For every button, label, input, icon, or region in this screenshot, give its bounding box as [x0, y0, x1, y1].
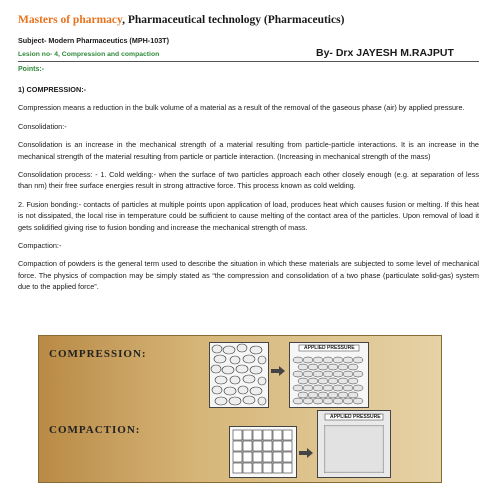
title-rest: , Pharmaceutical technology (Pharmaceutics)	[122, 14, 345, 26]
subject-line: Subject- Modern Pharmaceutics (MPH-103T)	[18, 36, 169, 45]
compression-compaction-figure	[38, 335, 442, 483]
header-divider	[18, 61, 479, 62]
compaction-label: Compaction:-	[18, 241, 62, 251]
compressed-particles-graphic	[292, 355, 366, 405]
figure-label-compression: COMPRESSION:	[49, 348, 147, 360]
arrow-right-icon	[299, 448, 313, 458]
figure-label-compaction: COMPACTION:	[49, 424, 141, 436]
points-label: Points:-	[18, 66, 45, 73]
author-line: By- Drx JAYESH M.RAJPUT	[316, 47, 454, 59]
lesson-line: Lesion no- 4, Compression and compaction	[18, 51, 160, 58]
section-heading-compression: 1) COMPRESSION:-	[18, 85, 87, 94]
particle-grid-panel	[229, 426, 297, 478]
compressed-particles-panel	[289, 342, 369, 408]
compacted-solid-graphic	[324, 425, 384, 473]
applied-pressure-caption-top: APPLIED PRESSURE	[304, 345, 355, 351]
loose-particles-panel	[209, 342, 269, 408]
paragraph-compression: Compression means a reduction in the bulk volume of a material as a result of the removal of the gaseous phase (air) by applied pressure.	[18, 103, 465, 113]
consolidation-label: Consolidation:-	[18, 121, 67, 131]
document-title	[18, 14, 344, 26]
arrow-right-icon	[271, 366, 285, 376]
compacted-mass-panel	[317, 410, 391, 478]
body-text	[18, 84, 479, 300]
paragraph-consolidation-process-1: Consolidation process: - 1. Cold welding:- when the surface of two particles approach each other closely enough (e.g. at separation of less than nm) their free surface energies result in strong attractive force. This process known as cold welding.	[18, 170, 479, 191]
particle-grid-graphic	[230, 427, 296, 477]
applied-pressure-caption-bottom: APPLIED PRESSURE	[330, 414, 381, 420]
loose-particles-graphic	[210, 343, 268, 407]
title-accent: Masters of pharmacy	[18, 14, 123, 26]
paragraph-consolidation: Consolidation is an increase in the mechanical strength of a material resulting from particle-particle interactions. It is an increase in the mechanical strength of the material resulting from particle or particle interaction. (Increasing in mechanical strength of the mass)	[18, 140, 479, 161]
paragraph-consolidation-process-2: 2. Fusion bonding:- contacts of particles at multiple points upon application of load, produces heat which causes fusion or melting. If this heat is not dissipated, the local rise in temperature could be sufficient to cause melting of the contact area of the particles. Upon removal of load it gets solidified giving rise to fusion bonding and increase the mechanical strength of mass.	[18, 199, 479, 232]
paragraph-compaction: Compaction of powders is the general term used to describe the situation in which these materials are subjected to some level of mechanical force. The physics of compaction may be simply stated as “the compression and consolidation of a two phase (particulate solid-gas) system due to the applied force”.	[18, 259, 479, 292]
